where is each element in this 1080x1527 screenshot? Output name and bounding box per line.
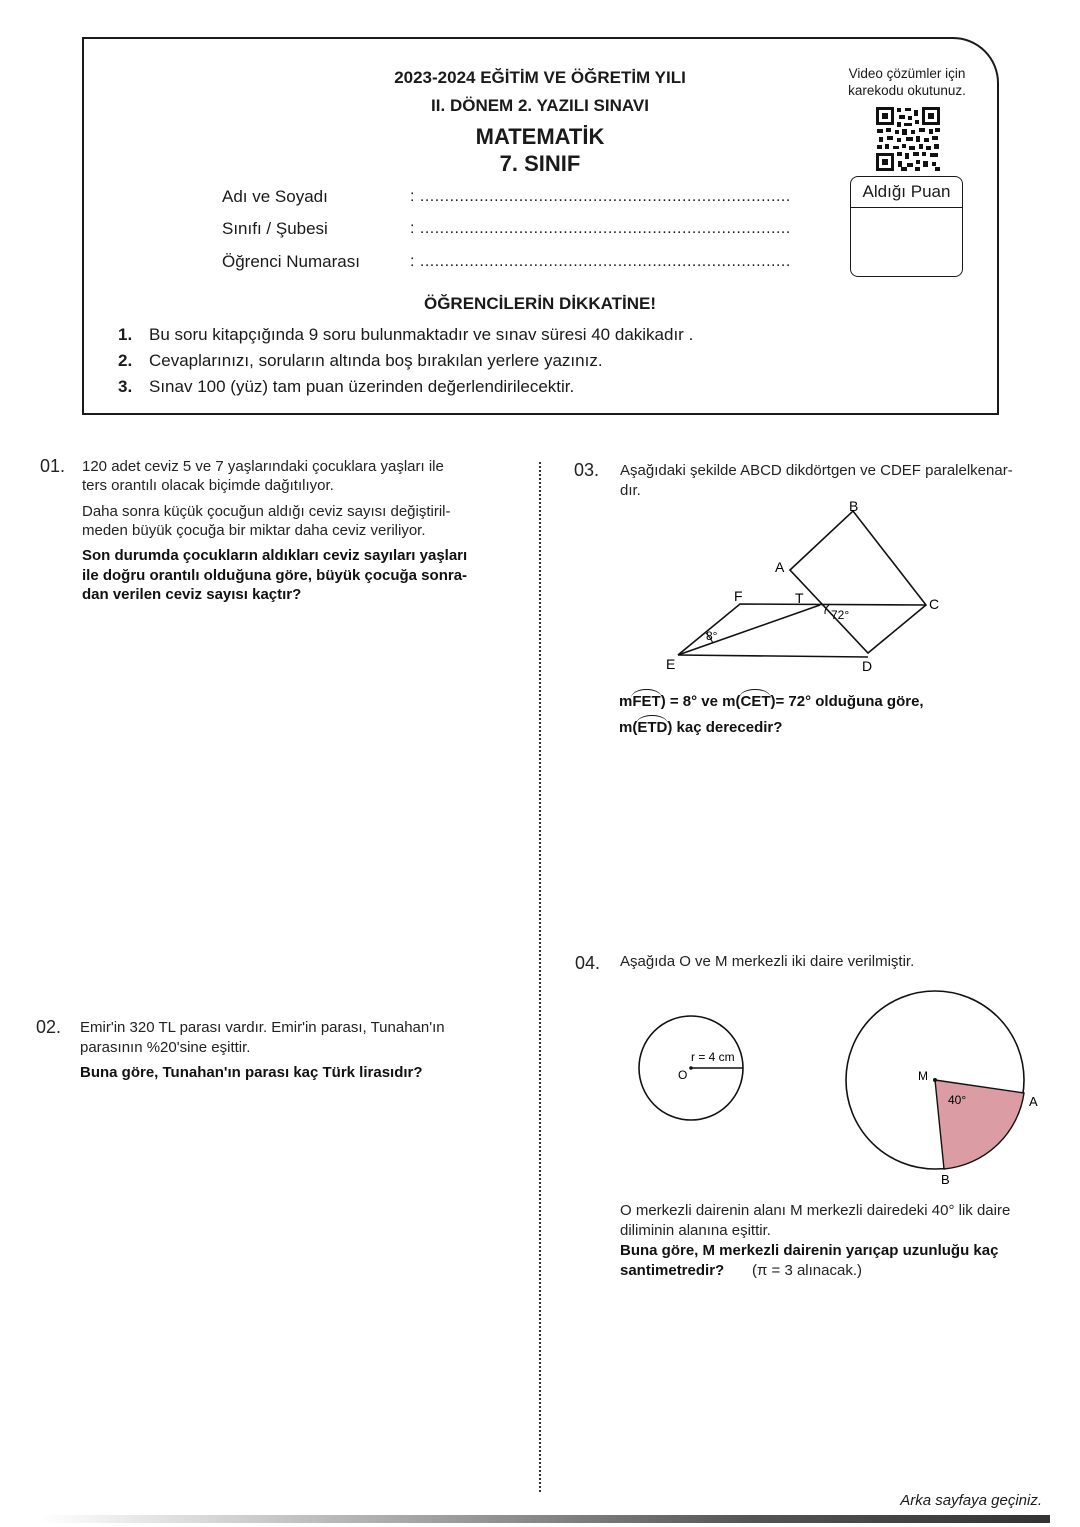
rule-1-text: Bu soru kitapçığında 9 soru bulunmaktadır ve sınav süresi 40 dakikadır .: [149, 325, 694, 344]
q3-bold-2c: ) kaç derecedir?: [667, 719, 783, 736]
q4-bold-1: Buna göre, M merkezli dairenin yarıçap uzunluğu kaç: [620, 1242, 999, 1259]
q2-line-2: parasının %20'sine eşittir.: [80, 1039, 251, 1056]
q4-line-3: diliminin alanına eşittir.: [620, 1222, 771, 1239]
angle-8-label: 8°: [706, 629, 718, 643]
q1-line-4: meden büyük çocuğa bir miktar daha ceviz veriliyor.: [82, 522, 426, 539]
segment-ed: [678, 655, 868, 657]
score-box[interactable]: [850, 176, 963, 277]
label-c: C: [929, 596, 940, 612]
exam-line: II. DÖNEM 2. YAZILI SINAVI: [431, 96, 649, 115]
rectangle-abcd: [790, 511, 926, 653]
q2-number: 02.: [36, 1017, 62, 1037]
q3-fet: FET: [632, 693, 661, 710]
q3-bold-1a: m: [619, 693, 633, 710]
q1-bold-2: ile doğru orantılı olduğuna göre, büyük çocuğa sonra-: [82, 567, 468, 584]
label-a-point: A: [1029, 1094, 1038, 1109]
field-name-input[interactable]: : ...........................................................................: [410, 188, 791, 205]
q3-number: 03.: [574, 460, 600, 480]
angle-40-label: 40°: [948, 1093, 967, 1107]
q1-line-1: 120 adet ceviz 5 ve 7 yaşlarındaki çocuklara yaşları ile: [82, 458, 444, 475]
q4-note: (π = 3 alınacak.): [752, 1262, 862, 1279]
score-label: Aldığı Puan: [851, 177, 962, 208]
rule-1-number: 1.: [118, 325, 133, 344]
label-a: A: [775, 559, 785, 575]
q3-bold-2a: m(: [619, 719, 638, 736]
label-b: B: [849, 498, 859, 514]
field-class-label: Sınıfı / Şubesi: [222, 219, 328, 238]
q2-bold-1: Buna göre, Tunahan'ın parası kaç Türk lirasıdır?: [80, 1064, 423, 1081]
label-e: E: [666, 656, 676, 672]
q1-bold-1: Son durumda çocukların aldıkları ceviz sayıları yaşları: [82, 547, 468, 564]
q3-bold-2: [619, 718, 782, 737]
q3-line-2: dır.: [620, 482, 641, 499]
q3-line-1: Aşağıdaki şekilde ABCD dikdörtgen ve CDEF paralelkenar-: [620, 462, 1013, 479]
label-o: O: [678, 1068, 688, 1082]
arc-mark: [739, 689, 771, 698]
column-divider: [539, 462, 541, 1492]
q1-bold-3: dan verilen ceviz sayısı kaçtır?: [82, 586, 302, 603]
footer-text: Arka sayfaya geçiniz.: [900, 1492, 1042, 1509]
footer-bar: [40, 1515, 1050, 1523]
center-m-dot: [933, 1078, 937, 1082]
year-line: 2023-2024 EĞİTİM VE ÖĞRETİM YILI: [394, 68, 686, 87]
qr-caption-2: karekodu okutunuz.: [848, 83, 966, 98]
field-class-input[interactable]: : ...........................................................................: [410, 220, 791, 237]
q3-arc-cet: [740, 693, 770, 710]
q3-arc-fet: [632, 693, 660, 710]
arc-mark: [636, 715, 668, 724]
rule-2-number: 2.: [118, 351, 133, 370]
rule-3-number: 3.: [118, 377, 133, 396]
q3-figure: [600, 495, 960, 680]
field-number-label: Öğrenci Numarası: [222, 252, 360, 271]
q4-figure: [630, 985, 1050, 1190]
q4-line-2: O merkezli dairenin alanı M merkezli dairedeki 40° lik daire: [620, 1202, 1011, 1219]
qr-code-icon[interactable]: [875, 106, 941, 172]
q4-number: 04.: [575, 953, 601, 973]
radius-label: r = 4 cm: [691, 1050, 735, 1064]
rule-2-text: Cevaplarınızı, soruların altında boş bırakılan yerlere yazınız.: [149, 351, 603, 370]
grade-title: 7. SINIF: [499, 151, 581, 176]
q4-line-1: Aşağıda O ve M merkezli iki daire verilmiştir.: [620, 953, 915, 970]
subject-title: MATEMATİK: [475, 124, 605, 149]
angle-72-label: 72°: [831, 608, 850, 622]
center-o-dot: [689, 1066, 693, 1070]
label-b-point: B: [941, 1172, 950, 1187]
arc-mark: [631, 689, 661, 698]
label-m: M: [918, 1069, 928, 1083]
q1-line-2: ters orantılı olacak biçimde dağıtılıyor.: [82, 477, 334, 494]
q3-bold-1c: ) = 8° ve m(: [660, 693, 741, 710]
q3-bold-1e: )= 72° olduğuna göre,: [770, 693, 924, 710]
q3-arc-etd: [637, 719, 667, 736]
q1-number: 01.: [40, 456, 66, 476]
field-number-input[interactable]: : ...........................................................................: [410, 253, 791, 270]
q2-line-1: Emir'in 320 TL parası vardır. Emir'in parası, Tunahan'ın: [80, 1019, 445, 1036]
label-t: T: [795, 590, 804, 606]
label-f: F: [734, 588, 743, 604]
q3-etd: ETD: [637, 719, 668, 736]
q3-cet: CET: [740, 693, 771, 710]
label-d: D: [862, 658, 873, 674]
field-name-label: Adı ve Soyadı: [222, 187, 328, 206]
attention-title: ÖĞRENCİLERİN DİKKATİNE!: [423, 294, 656, 313]
rule-3-text: Sınav 100 (yüz) tam puan üzerinden değerlendirilecektir.: [149, 377, 575, 396]
segment-et: [678, 605, 820, 655]
q3-bold-1: [619, 692, 924, 711]
q1-line-3: Daha sonra küçük çocuğun aldığı ceviz sayısı değiştiril-: [82, 503, 451, 520]
qr-caption-1: Video çözümler için: [848, 66, 966, 81]
q4-bold-2: santimetredir?: [620, 1262, 725, 1279]
